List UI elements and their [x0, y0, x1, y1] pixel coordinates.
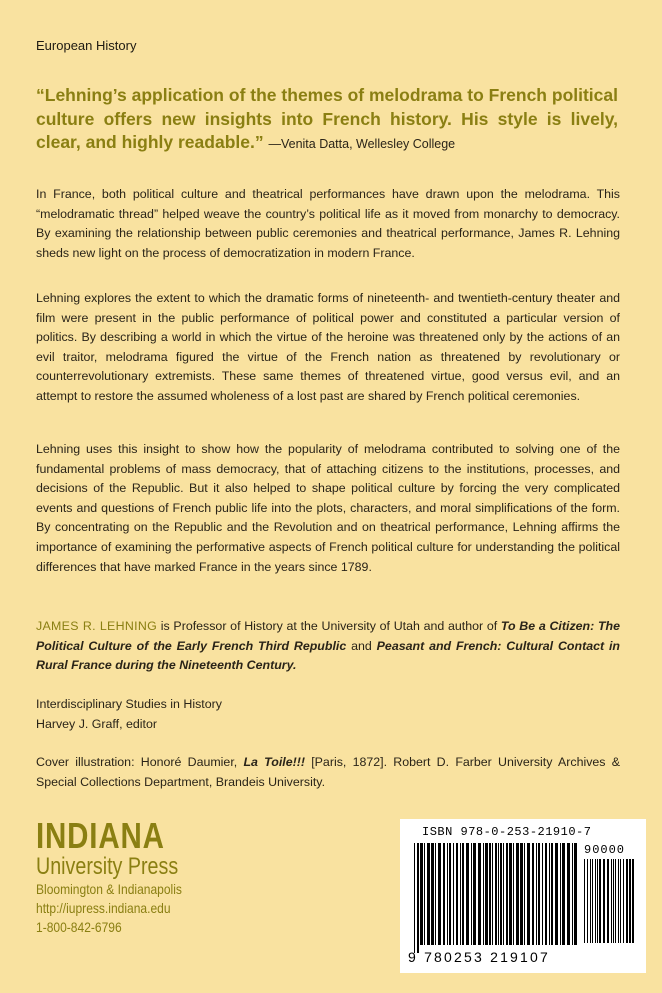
barcode-block — [400, 819, 646, 973]
description-paragraph-3: Lehning uses this insight to show how the popularity of melodrama contributed to solving one of the fundamental problems of mass democracy, that of attaching citizens to the institutions, processes, and decisions of the Republic. But it also helped to shape political culture by forcing the very complicated events and questions of French public life into the plots, characters, and moral simplifications of the form. By concentrating on the Republic and the Revolution and on theatrical performance, Lehning affirms the importance of examining the performative aspects of French political culture for understanding the political differences that have marked France in the years since 1789. — [36, 442, 620, 574]
cover-credit-prefix: Cover illustration: Honoré Daumier, — [36, 755, 244, 769]
publisher-url: http://iupress.indiana.edu — [36, 900, 171, 916]
cover-artwork-title: La Toile!!! — [243, 755, 305, 769]
publisher-subname: University Press — [36, 853, 179, 880]
quote-text: “Lehning’s application of the themes of melodrama to French political culture offers new insights into French history. His style is lively, clear, and highly readable.” — [36, 85, 618, 152]
series-editor: Harvey J. Graff, editor — [36, 716, 157, 731]
publisher-phone: 1-800-842-6796 — [36, 919, 122, 935]
author-bio-text-1: is Professor of History at the University of Utah and author of — [157, 619, 501, 633]
publisher-name: INDIANA — [36, 815, 165, 856]
category-label: European History — [36, 38, 137, 53]
series-name: Interdisciplinary Studies in History — [36, 697, 222, 711]
price-code: 90000 — [584, 843, 626, 857]
series-info — [36, 695, 222, 734]
publisher-location: Bloomington & Indianapolis — [36, 881, 182, 897]
endorsement-quote — [36, 84, 618, 157]
description-paragraph-2: Lehning explores the extent to which the dramatic forms of nineteenth- and twentieth-century theater and film were present in the public performance of political power and constituted a particular version of politics. By describing a world in which the virtue of the heroine was threatened only by the actions of an evil traitor, melodrama figured the virtue of the French nation as threatened by revolutionary or counterrevolutionary extremists. These same themes of threatened virtue, good versus evil, and an attempt to restore the assumed wholeness of a lost past are shared by French political ceremonies. — [36, 291, 620, 403]
author-book-2: Peasant and French: Cultural Contact in Rural France during the Nineteenth Century. — [36, 638, 620, 673]
ean-barcode-icon — [414, 843, 580, 953]
author-book-1: To Be a Citizen: The Political Culture of the Early French Third Republic — [36, 619, 620, 653]
ean-digits: 9 780253 219107 — [408, 949, 550, 965]
author-bio-text-2: and — [346, 638, 377, 653]
quote-attribution: —Venita Datta, Wellesley College — [268, 137, 456, 151]
description-paragraph-1: In France, both political culture and theatrical performances have drawn upon the melodrama. This “melodramatic thread” helped weave the country’s political life as it moved from monarchy to democracy. By examining the relationship between public ceremonies and theatrical performance, James R. Lehning sheds new light on the process of democratization in modern France. — [36, 187, 620, 260]
addon-barcode-icon — [584, 859, 636, 951]
cover-credit-suffix: [Paris, 1872]. Robert D. Farber University Archives & Special Collections Department, Brandeis University. — [36, 755, 621, 789]
publisher-logo — [36, 815, 209, 937]
isbn-text: ISBN 978-0-253-21910-7 — [422, 825, 592, 839]
author-name: JAMES R. LEHNING — [36, 619, 158, 633]
author-bio — [36, 617, 620, 676]
cover-credit — [36, 753, 620, 792]
